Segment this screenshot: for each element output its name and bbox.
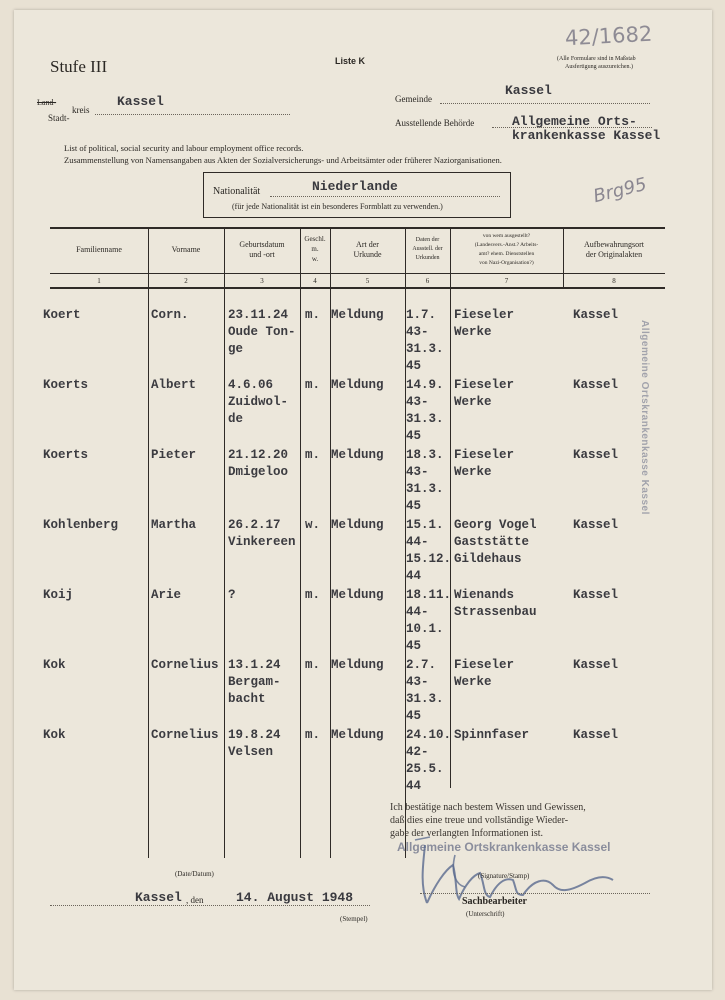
cell-geschlecht: m. [305, 588, 321, 602]
cell-geburt-line: Velsen [228, 745, 274, 759]
cell-geburt-line: 19.8.24 [228, 728, 281, 742]
cell-geburt-line: 26.2.17 [228, 518, 281, 532]
cell-art: Meldung [331, 448, 384, 462]
cell-aussteller-line: Gaststätte [454, 535, 530, 549]
cell-vorname: Albert [151, 378, 197, 392]
formular-note-2: Ausfertigung auszureichen.) [565, 64, 633, 70]
cell-aussteller-line: Spinnfaser [454, 728, 530, 742]
col-header-1: Familienname [76, 245, 122, 254]
cell-daten-line: 31.3. [406, 412, 444, 426]
cell-daten-line: 18.11. [406, 588, 452, 602]
cell-vorname: Martha [151, 518, 197, 532]
cell-aussteller-line: Werke [454, 675, 492, 689]
cell-vorname: Arie [151, 588, 182, 602]
cell-art: Meldung [331, 308, 384, 322]
nationality-dots [270, 196, 500, 197]
cell-art: Meldung [331, 378, 384, 392]
official-sub: (Unterschrift) [466, 910, 505, 918]
cell-daten-line: 43- [406, 675, 429, 689]
col-number-2: 2 [184, 277, 188, 285]
cell-daten [406, 377, 444, 445]
cell-geburt-line: ? [228, 588, 236, 602]
cell-geburt [228, 377, 288, 428]
cell-daten-line: 44- [406, 605, 429, 619]
cell-aussteller [454, 447, 514, 481]
date-dots [50, 905, 370, 906]
col-header-3: Geburtsdatum und -ort [239, 240, 285, 259]
col-header-6: Daten der Ausstell. der Urkunden [412, 237, 443, 261]
cell-daten [406, 517, 451, 585]
behoerde-value-1: Allgemeine Orts- [512, 114, 637, 129]
cell-geburt-line: bacht [228, 692, 266, 706]
col-header-4: Geschl. m. w. [304, 235, 326, 263]
cell-daten-line: 43- [406, 395, 429, 409]
pencil-mark: Brg95 [591, 173, 649, 208]
cell-aussteller-line: Gildehaus [454, 552, 522, 566]
side-stamp: Allgemeine Ortskrankenkasse Kassel [639, 320, 650, 515]
cell-geschlecht: m. [305, 308, 321, 322]
cell-aussteller-line: Georg Vogel [454, 518, 537, 532]
cell-vorname: Cornelius [151, 658, 219, 672]
cell-daten [406, 587, 451, 655]
cell-vorname: Cornelius [151, 728, 219, 742]
den-label: , den [186, 895, 204, 905]
cell-daten-line: 45 [406, 709, 422, 723]
cell-aufbewahrungsort: Kassel [573, 378, 619, 392]
cell-aussteller [454, 307, 514, 341]
cell-familienname: Kok [43, 728, 66, 742]
signature-dots [420, 893, 650, 894]
col-header-8: Aufbewahrungsort der Originalakten [584, 240, 644, 259]
behoerde-value-2: krankenkasse Kassel [512, 128, 661, 143]
cell-daten-line: 44 [406, 569, 422, 583]
cell-daten-line: 31.3. [406, 482, 444, 496]
cell-familienname: Kok [43, 658, 66, 672]
cell-daten-line: 14.9. [406, 378, 444, 392]
cell-geschlecht: m. [305, 448, 321, 462]
cell-art: Meldung [331, 658, 384, 672]
cell-art: Meldung [331, 588, 384, 602]
cell-aufbewahrungsort: Kassel [573, 518, 619, 532]
cell-geburt [228, 727, 281, 761]
cell-geburt-line: ge [228, 342, 244, 356]
cell-daten-line: 31.3. [406, 342, 444, 356]
cell-familienname: Kohlenberg [43, 518, 119, 532]
col-number-6: 6 [425, 277, 430, 285]
formular-note-1: (Alle Formulare sind in Maßstab [557, 56, 636, 62]
cell-daten-line: 44- [406, 535, 429, 549]
official-title: Sachbearbeiter [462, 896, 527, 907]
cell-geburt-line: 4.6.06 [228, 378, 274, 392]
cell-art: Meldung [331, 518, 384, 532]
cell-daten [406, 727, 451, 795]
cell-daten-line: 24.10. [406, 728, 452, 742]
cell-daten-line: 45 [406, 499, 422, 513]
cell-daten-line: 15.1. [406, 518, 444, 532]
cell-aufbewahrungsort: Kassel [573, 728, 619, 742]
col-header-7: von wem ausgestellt? (Landesvers.-Anst.? Arbeits- amt? ehem. Dienststellen von Nazi-Organisation?) [474, 233, 539, 266]
col-divider-2 [224, 228, 225, 858]
date-value: 14. August 1948 [236, 890, 354, 905]
liste-label: Liste K [335, 56, 366, 66]
cell-aussteller [454, 657, 514, 691]
cell-aussteller-line: Strassenbau [454, 605, 537, 619]
organization-stamp: Allgemeine Ortskrankenkasse Kassel [397, 840, 611, 854]
cell-aussteller-line: Werke [454, 465, 492, 479]
cell-geburt-line: Bergam- [228, 675, 281, 689]
land-label: Land- [37, 98, 57, 107]
cell-daten-line: 25.5. [406, 762, 444, 776]
cell-familienname: Koerts [43, 378, 89, 392]
col-number-4: 4 [313, 277, 317, 285]
cell-geschlecht: w. [305, 518, 321, 532]
cell-daten-line: 42- [406, 745, 429, 759]
cell-aufbewahrungsort: Kassel [573, 448, 619, 462]
stempel-label: (Stempel) [340, 915, 368, 923]
reference-number: 42/1682 [564, 21, 653, 51]
cell-geschlecht: m. [305, 728, 321, 742]
intro-english: List of political, social security and labour employment office records. [64, 143, 304, 153]
confirmation-line-3: gabe der verlangten Informationen ist. [390, 828, 543, 839]
gemeinde-dots [440, 103, 650, 104]
gemeinde-value: Kassel [505, 83, 552, 98]
cell-geburt-line: de [228, 412, 244, 426]
table-number-rule [50, 287, 665, 289]
cell-aussteller-line: Fieseler [454, 308, 515, 322]
gemeinde-label: Gemeinde [395, 94, 432, 104]
nationality-note: (für jede Nationalität ist ein besonderes Formblatt zu verwenden.) [232, 202, 443, 211]
cell-aufbewahrungsort: Kassel [573, 588, 619, 602]
cell-aussteller-line: Fieseler [454, 658, 515, 672]
intro-german: Zusammenstellung von Namensangaben aus Akten der Sozialversicherungs- und Arbeitsämter oder früherer Naziorganisationen. [64, 155, 502, 165]
kreis-value: Kassel [117, 94, 164, 109]
col-number-3: 3 [260, 277, 264, 285]
cell-daten-line: 45 [406, 359, 422, 373]
cell-vorname: Corn. [151, 308, 189, 322]
cell-aussteller-line: Fieseler [454, 378, 515, 392]
col-number-7: 7 [504, 277, 509, 285]
cell-daten-line: 43- [406, 325, 429, 339]
cell-aussteller [454, 517, 537, 568]
table-header-rule [50, 273, 665, 274]
date-label: (Date/Datum) [175, 870, 214, 878]
cell-aussteller-line: Werke [454, 395, 492, 409]
cell-geschlecht: m. [305, 658, 321, 672]
col-divider-3 [300, 228, 301, 858]
col-header-2: Vorname [171, 245, 201, 254]
cell-aussteller [454, 727, 529, 744]
kreis-label: kreis [72, 105, 90, 115]
cell-daten-line: 2.7. [406, 658, 437, 672]
cell-geburt-line: Vinkereen [228, 535, 296, 549]
cell-daten-line: 15.12. [406, 552, 452, 566]
cell-aussteller [454, 377, 514, 411]
col-divider-1 [148, 228, 149, 858]
kreis-dots [95, 114, 290, 115]
place-value: Kassel [135, 890, 182, 905]
cell-geburt [228, 447, 288, 481]
cell-daten-line: 44 [406, 779, 422, 793]
cell-daten [406, 307, 444, 375]
behoerde-label: Ausstellende Behörde [395, 118, 475, 128]
cell-daten [406, 657, 444, 725]
cell-aussteller-line: Werke [454, 325, 492, 339]
confirmation-line-2: daß dies eine treue und vollständige Wieder- [390, 815, 569, 826]
col-number-1: 1 [97, 277, 101, 285]
cell-vorname: Pieter [151, 448, 197, 462]
cell-aufbewahrungsort: Kassel [573, 658, 619, 672]
nationality-value: Niederlande [312, 179, 398, 194]
stufe-label: Stufe III [50, 57, 108, 76]
nationality-label: Nationalität [213, 186, 261, 197]
cell-geburt-line: Dmigeloo [228, 465, 289, 479]
table-top-rule [50, 227, 665, 229]
cell-daten-line: 1.7. [406, 308, 437, 322]
cell-daten [406, 447, 444, 515]
cell-geburt-line: 21.12.20 [228, 448, 289, 462]
cell-aussteller [454, 587, 537, 621]
cell-familienname: Koerts [43, 448, 89, 462]
cell-aussteller-line: Fieseler [454, 448, 515, 462]
cell-daten-line: 45 [406, 639, 422, 653]
cell-familienname: Koij [43, 588, 74, 602]
cell-geschlecht: m. [305, 378, 321, 392]
col-number-8: 8 [612, 277, 616, 285]
behoerde-dots [492, 127, 652, 128]
signature-label: (Signature/Stamp) [478, 872, 530, 880]
cell-geburt-line: 13.1.24 [228, 658, 281, 672]
confirmation-line-1: Ich bestätige nach bestem Wissen und Gewissen, [390, 802, 586, 813]
cell-daten-line: 10.1. [406, 622, 444, 636]
cell-geburt-line: Oude Ton- [228, 325, 296, 339]
cell-geburt [228, 307, 296, 358]
cell-geburt-line: Zuidwol- [228, 395, 289, 409]
cell-geburt [228, 517, 296, 551]
cell-geburt [228, 657, 281, 708]
cell-geburt [228, 587, 236, 604]
cell-daten-line: 18.3. [406, 448, 444, 462]
cell-familienname: Koert [43, 308, 81, 322]
cell-daten-line: 43- [406, 465, 429, 479]
cell-aufbewahrungsort: Kassel [573, 308, 619, 322]
cell-aussteller-line: Wienands [454, 588, 515, 602]
col-header-5: Art der Urkunde [353, 240, 382, 259]
cell-geburt-line: 23.11.24 [228, 308, 289, 322]
cell-art: Meldung [331, 728, 384, 742]
cell-daten-line: 45 [406, 429, 422, 443]
cell-daten-line: 31.3. [406, 692, 444, 706]
col-number-5: 5 [365, 277, 370, 285]
stadt-label: Stadt- [48, 113, 70, 123]
col-divider-6 [450, 228, 451, 788]
